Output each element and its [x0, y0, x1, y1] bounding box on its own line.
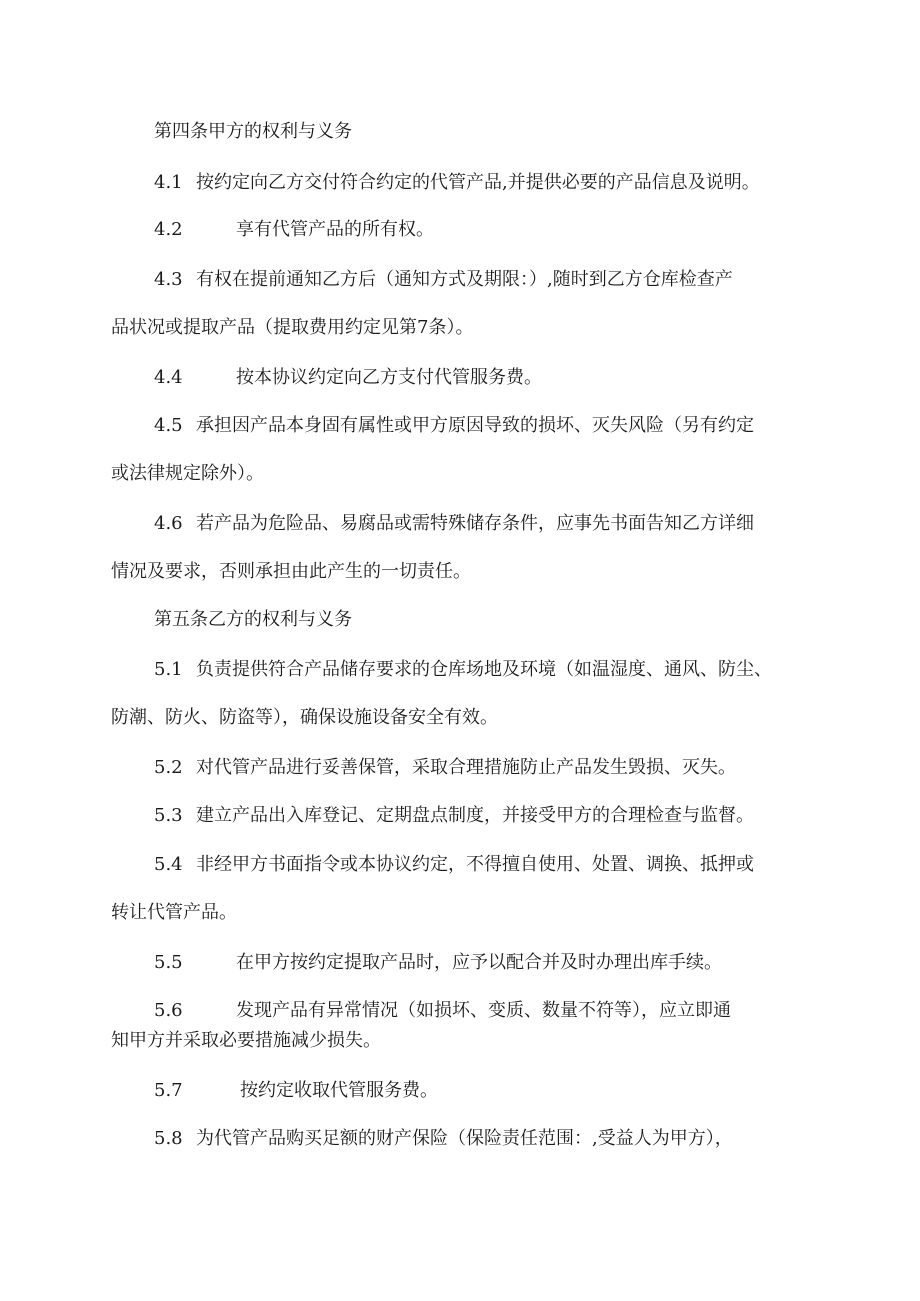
clause-text: 按约定向乙方交付符合约定的代管产品,并提供必要的产品信息及说明。 — [196, 172, 760, 193]
clause-text: 转让代管产品。 — [111, 902, 237, 923]
clause-text: 或法律规定除外）。 — [111, 463, 264, 484]
clause-number: 5.7 — [154, 1080, 183, 1101]
clause-number: 4.6 — [154, 513, 183, 534]
clause-text: 在甲方按约定提取产品时，应予以配合并及时办理出库手续。 — [236, 952, 722, 973]
clause-text: 防潮、防火、防盗等），确保设施设备安全有效。 — [111, 707, 498, 728]
clause-text: 按约定收取代管服务费。 — [240, 1080, 438, 1101]
clause-number: 4.4 — [154, 367, 183, 388]
clause-number: 5.6 — [154, 1000, 183, 1021]
clause-number: 4.2 — [154, 219, 183, 240]
section-5-heading: 第五条乙方的权利与义务 — [154, 609, 352, 630]
clause-number: 5.5 — [154, 952, 183, 973]
clause-number: 5.1 — [154, 659, 183, 680]
clause-number: 5.3 — [154, 805, 183, 826]
clause-text: 若产品为危险品、易腐品或需特殊储存条件，应事先书面告知乙方详细 — [196, 513, 754, 534]
clause-text: 情况及要求，否则承担由此产生的一切责任。 — [111, 561, 471, 582]
section-4-heading: 第四条甲方的权利与义务 — [154, 121, 352, 142]
clause-text: 发现产品有异常情况（如损坏、变质、数量不符等），应立即通 — [236, 1000, 731, 1021]
clause-text: 品状况或提取产品（提取费用约定见第7条）。 — [111, 317, 474, 338]
clause-number: 5.2 — [154, 757, 183, 778]
clause-text: 有权在提前通知乙方后（通知方式及期限：）,随时到乙方仓库检查产 — [196, 269, 733, 290]
clause-number: 4.3 — [154, 269, 183, 290]
clause-text: 享有代管产品的所有权。 — [236, 219, 434, 240]
clause-number: 4.1 — [154, 172, 183, 193]
clause-number: 5.8 — [154, 1128, 183, 1149]
clause-text: 对代管产品进行妥善保管，采取合理措施防止产品发生毁损、灭失。 — [196, 757, 736, 778]
clause-text: 为代管产品购买足额的财产保险（保险责任范围：,受益人为甲方）， — [196, 1128, 733, 1149]
clause-number: 5.4 — [154, 854, 183, 875]
clause-number: 4.5 — [154, 415, 183, 436]
clause-text: 建立产品出入库登记、定期盘点制度，并接受甲方的合理检查与监督。 — [196, 805, 754, 826]
clause-text: 按本协议约定向乙方支付代管服务费。 — [236, 367, 542, 388]
clause-text: 非经甲方书面指令或本协议约定，不得擅自使用、处置、调换、抵押或 — [196, 854, 754, 875]
clause-text: 承担因产品本身固有属性或甲方原因导致的损坏、灭失风险（另有约定 — [196, 415, 754, 436]
clause-text: 负责提供符合产品储存要求的仓库场地及环境（如温湿度、通风、防尘、 — [196, 659, 772, 680]
clause-text: 知甲方并采取必要措施减少损失。 — [111, 1030, 381, 1051]
